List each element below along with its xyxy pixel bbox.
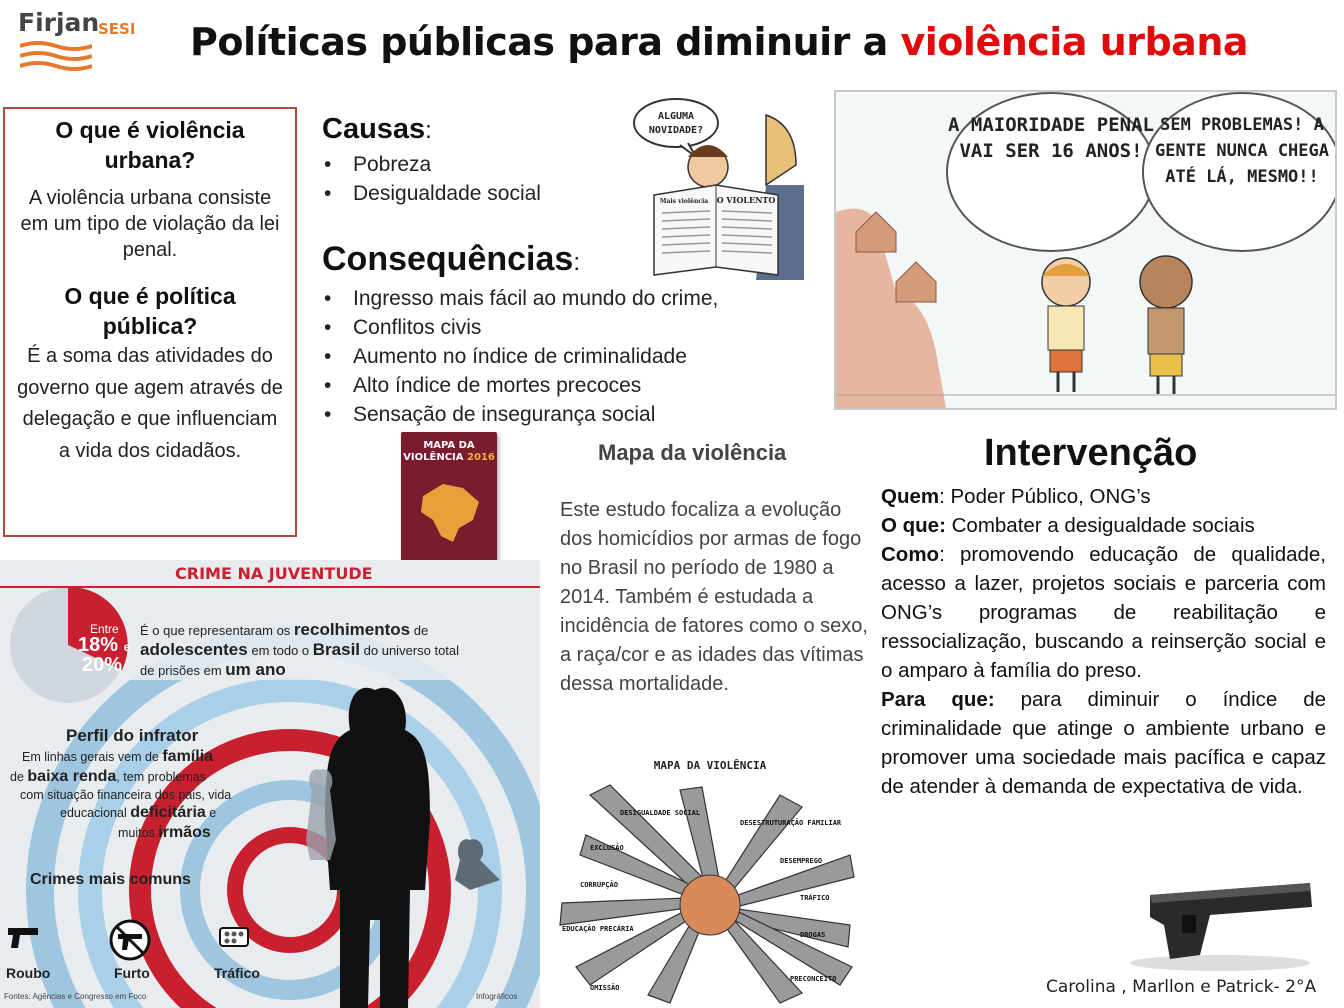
crime-trafico: Tráfico bbox=[214, 965, 260, 981]
svg-text:DESIGUALDADE SOCIAL: DESIGUALDADE SOCIAL bbox=[620, 809, 701, 817]
svg-text:O VIOLENTO: O VIOLENTO bbox=[716, 195, 776, 205]
svg-text:PRECONCEITO: PRECONCEITO bbox=[790, 975, 837, 983]
speech-bubble-left: A MAIORIDADE PENAL VAI SER 16 ANOS! bbox=[946, 92, 1156, 252]
news-bubble-text: ALGUMA bbox=[657, 111, 695, 122]
question-policy: O que é política pública? bbox=[64, 283, 236, 339]
speech-bubble-right: SEM PROBLEMAS! A GENTE NUNCA CHEGA ATÉ LÁ, MESMO!! bbox=[1142, 92, 1337, 252]
newspaper-cartoon bbox=[626, 95, 804, 280]
title-highlight: violência urbana bbox=[900, 20, 1249, 64]
list-item: • Conflitos civis bbox=[322, 313, 718, 342]
pills-icon bbox=[218, 922, 250, 950]
svg-text:EXCLUSÃO: EXCLUSÃO bbox=[590, 844, 624, 852]
pistol-icon bbox=[6, 924, 40, 952]
violence-map-cartoon bbox=[550, 755, 870, 1005]
crime-roubo: Roubo bbox=[6, 965, 51, 981]
intervention-heading: Intervenção bbox=[984, 432, 1198, 474]
list-item: • Ingresso mais fácil ao mundo do crime, bbox=[322, 284, 718, 313]
heading-rule bbox=[0, 586, 540, 588]
consequences-list bbox=[322, 284, 718, 429]
brazil-map-icon bbox=[413, 476, 485, 548]
svg-text:Mais violência: Mais violência bbox=[659, 198, 709, 205]
list-item: • Alto índice de mortes precoces bbox=[322, 371, 718, 400]
crime-furto: Furto bbox=[114, 965, 150, 981]
logo-waves-icon bbox=[20, 40, 92, 76]
list-item: • Pobreza bbox=[322, 150, 541, 179]
cartoon-title: MAPA DA VIOLÊNCIA bbox=[653, 759, 767, 772]
sesi-logo: SESI bbox=[98, 20, 136, 38]
consequences-heading: Consequências: bbox=[322, 240, 580, 278]
page-title: Políticas públicas para diminuir a violência urbana bbox=[190, 20, 1249, 64]
mapa-text: Este estudo focaliza a evolução dos homicídios por armas de fogo no Brasil no período de 1980 a 2014. Também é estudada a incidência de fatores como o sexo, a raça/cor e as idades das vítimas dessa mortalidade. bbox=[560, 499, 868, 695]
svg-text:TRÁFICO: TRÁFICO bbox=[800, 894, 830, 902]
svg-text:OMISSÃO: OMISSÃO bbox=[590, 984, 620, 992]
age-of-majority-cartoon bbox=[834, 90, 1337, 410]
causes-heading: Causas: bbox=[322, 113, 432, 145]
infographic-sources: Fontes: Agências e Congresso em Foco bbox=[4, 992, 147, 1001]
svg-text:DROGAS: DROGAS bbox=[800, 931, 826, 939]
definitions-box bbox=[3, 107, 297, 537]
no-gun-icon bbox=[108, 918, 152, 962]
infographic-credit: Infográficos bbox=[476, 992, 518, 1001]
list-item: • Aumento no índice de criminalidade bbox=[322, 342, 718, 371]
handgun-image bbox=[1120, 855, 1320, 975]
list-item: • Sensação de insegurança social bbox=[322, 400, 718, 429]
question-violence: O que é violência urbana? bbox=[55, 117, 245, 173]
intervention-body: Quem: Poder Público, ONG’s O que: Combater a desigualdade sociais Como: promovendo educação de qualidade, acesso a lazer, projetos sociais e parceria com ONG’s programas de reabilitação e ressocialização, buscando a reinserção social e o amparo à família do preso. Para que: para diminuir o índice de criminalidade que atinge o ambiente urbano e promover uma sociedade mais pacífica e capaz de atender à demanda de expectativa de vida. bbox=[881, 485, 1326, 798]
answer-policy: É a soma das atividades do governo que agem através de delegação e que influenciam a vida dos cidadãos. bbox=[17, 345, 283, 462]
svg-text:DESESTRUTURAÇÃO FAMILIAR: DESESTRUTURAÇÃO FAMILIAR bbox=[740, 819, 842, 827]
svg-text:DESEMPREGO: DESEMPREGO bbox=[780, 857, 823, 865]
mapa-title: Mapa da violência bbox=[598, 440, 787, 465]
authors-credits: Carolina , Marllon e Patrick- 2°A bbox=[1046, 977, 1317, 997]
firjan-logo: Firjan bbox=[18, 8, 100, 37]
causes-list bbox=[322, 150, 541, 208]
crime-infographic: CRIME NA JUVENTUDE Entre 18% e 20% É o que representaram os recolhimentos de adolescentes em todo o Brasil do universo total de prisões em um ano Perfil do infrator Em linhas gerais vem de família de baixa renda, tem problemas com situação financeira dos pais, vida educacional deficitária e muitos irmãos Crimes mais comuns Roubo Furto Tráfico Fontes: Agências e Congresso em Foco Infográficos bbox=[0, 560, 540, 1008]
mapa-violencia-book-cover: MAPA DA VIOLÊNCIA 2016 bbox=[401, 432, 497, 562]
infographic-heading: CRIME NA JUVENTUDE bbox=[175, 564, 373, 583]
svg-text:EDUCAÇÃO PRECÁRIA: EDUCAÇÃO PRECÁRIA bbox=[562, 925, 634, 933]
list-item: • Desigualdade social bbox=[322, 179, 541, 208]
answer-violence: A violência urbana consiste em um tipo de violação da lei penal. bbox=[20, 187, 280, 261]
svg-text:CORRUPÇÃO: CORRUPÇÃO bbox=[580, 881, 618, 889]
svg-text:NOVIDADE?: NOVIDADE? bbox=[648, 125, 704, 136]
